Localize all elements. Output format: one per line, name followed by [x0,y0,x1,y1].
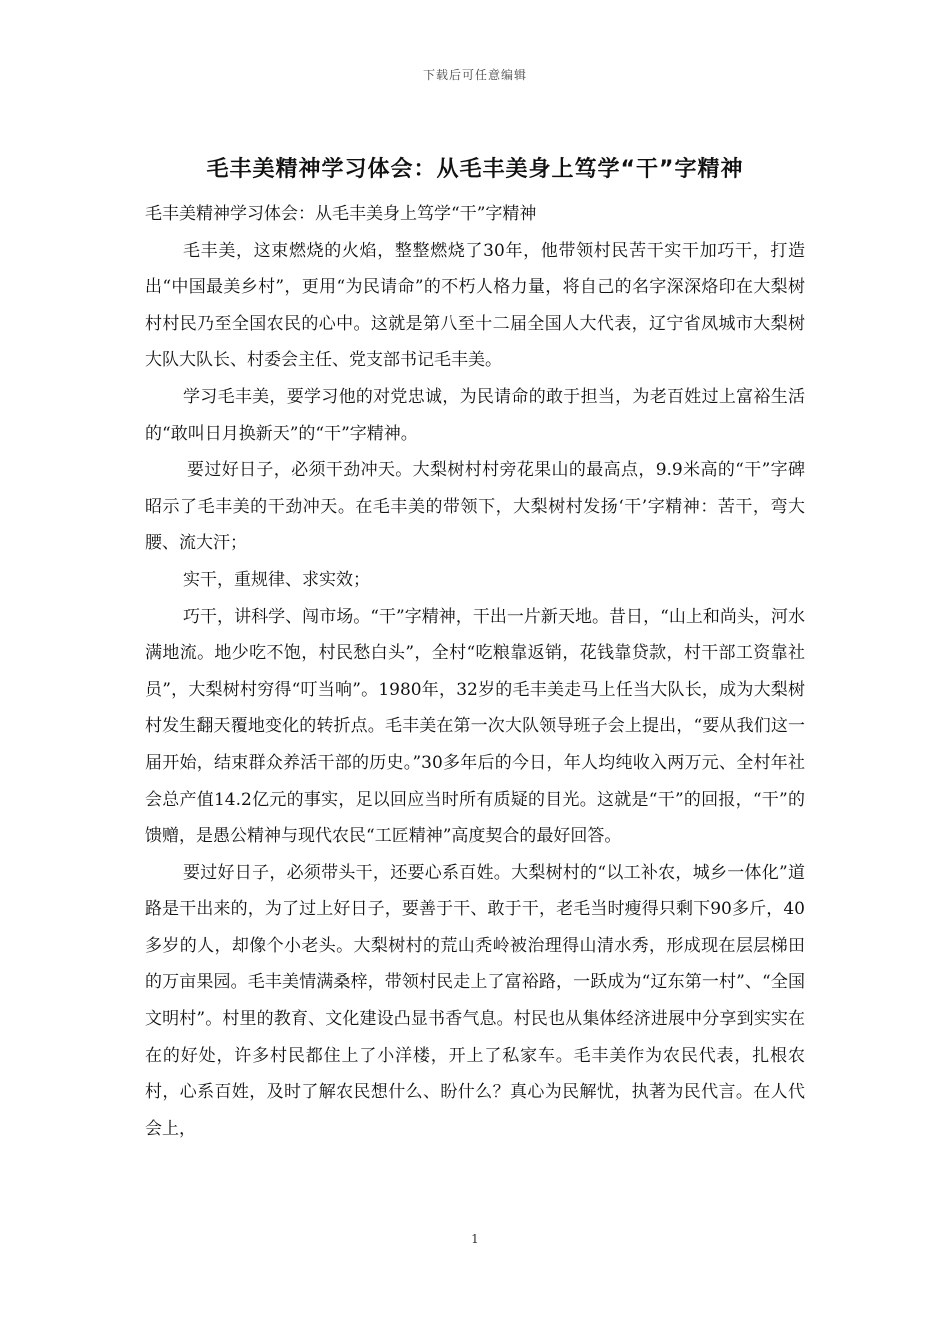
paragraph-5: 巧干，讲科学、闯市场。“干”字精神，干出一片新天地。昔日，“山上和尚头，河水满地流。地少吃不饱，村民愁白头”，全村“吃粮靠返销，花钱靠贷款，村干部工资靠社员”，大梨树村穷得“叮当响”。1980年，32岁的毛丰美走马上任当大队长，成为大梨树村发生翻天覆地变化的转折点。毛丰美在第一次大队领导班子会上提出，“要从我们这一届开始，结束群众养活干部的历史。”30多年后的今日，年人均纯收入两万元、全村年社会总产值14.2亿元的事实，足以回应当时所有质疑的目光。这就是“干”的回报，“干”的馈赠，是愚公精神与现代农民“工匠精神”高度契合的最好回答。 [145,606,805,847]
document-body [145,196,805,1147]
document-subtitle: 毛丰美精神学习体会：从毛丰美身上笃学“干”字精神 [145,204,537,224]
paragraph-6: 要过好日子，必须带头干，还要心系百姓。大梨树村的“以工补农，城乡一体化”道路是干出来的，为了过上好日子，要善于干、敢于干，老毛当时瘦得只剩下90多斤，40多岁的人，却像个小老头。大梨树村的荒山秃岭被治理得山清水秀，形成现在层层梯田的万亩果园。毛丰美情满桑梓，带领村民走上了富裕路，一跃成为“辽东第一村”、“全国文明村”。村里的教育、文化建设凸显书香气息。村民也从集体经济进展中分享到实实在在的好处，许多村民都住上了小洋楼，开上了私家车。毛丰美作为农民代表，扎根农村，心系百姓，及时了解农民想什么、盼什么？真心为民解忧，执著为民代言。在人代会上， [145,862,805,1139]
document-title: 毛丰美精神学习体会：从毛丰美身上笃学“干”字精神 [206,157,744,182]
page-number: 1 [471,1232,479,1246]
paragraph-4: 实干，重规律、求实效； [183,569,370,590]
header-note: 下载后可任意编辑 [422,68,527,82]
paragraph-3: 要过好日子，必须干劲冲天。大梨树村村旁花果山的最高点，9.9米高的“干”字碑昭示了毛丰美的干劲冲天。在毛丰美的带领下，大梨树村发扬‘干’字精神：苦干，弯大腰、流大汗； [145,460,805,554]
paragraph-1: 毛丰美，这束燃烧的火焰，整整燃烧了30年，他带领村民苦干实干加巧干，打造出“中国最美乡村”，更用“为民请命”的不朽人格力量，将自己的名字深深烙印在大梨树村村民乃至全国农民的心中。这就是第八至十二届全国人大代表，辽宁省凤城市大梨树大队大队长、村委会主任、党支部书记毛丰美。 [145,240,805,371]
paragraph-2: 学习毛丰美，要学习他的对党忠诚，为民请命的敢于担当，为老百姓过上富裕生活的“敢叫日月换新天”的“干”字精神。 [145,386,805,444]
